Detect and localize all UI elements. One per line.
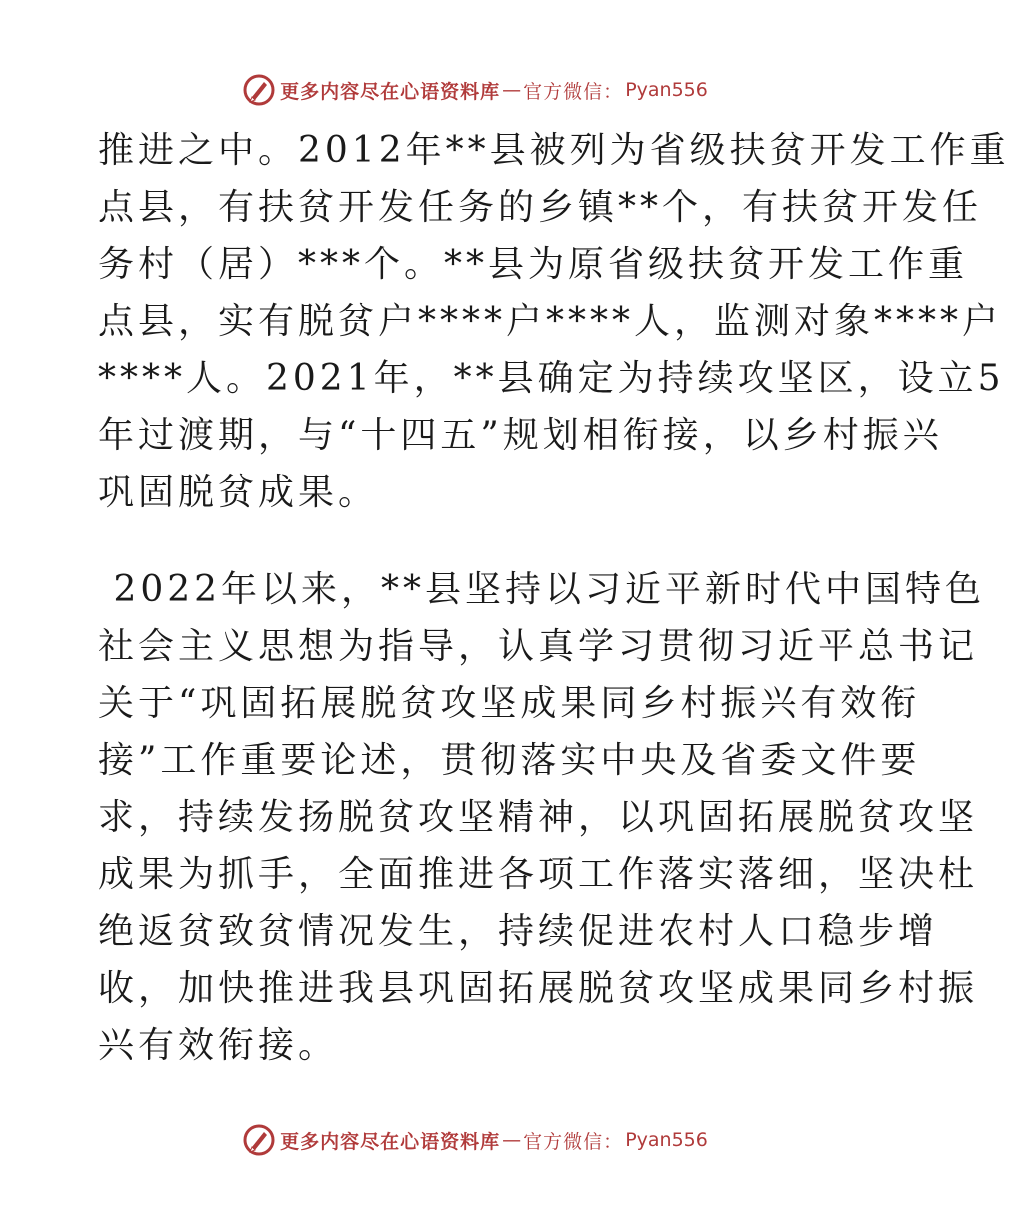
header-watermark — [0, 70, 950, 110]
paragraph-1 — [98, 122, 1010, 521]
watermark-dash: — — [502, 79, 522, 101]
watermark-handle: Pyan556 — [625, 1129, 708, 1151]
pen-logo-icon — [242, 73, 276, 107]
watermark-handle: Pyan556 — [625, 79, 708, 101]
text-line: 点县，有扶贫开发任务的乡镇**个，有扶贫开发任 — [98, 187, 983, 228]
document-body — [98, 122, 1010, 1074]
text-line: 巩固脱贫成果。 — [98, 472, 379, 513]
footer-watermark — [0, 1120, 950, 1160]
text-line: ****人。2021年，**县确定为持续攻坚区，设立5 — [98, 358, 1005, 399]
text-line: 2022年以来，**县坚持以习近平新时代中国特色 — [98, 569, 986, 610]
text-line: 求，持续发扬脱贫攻坚精神，以巩固拓展脱贫攻坚 — [98, 797, 979, 838]
text-line: 成果为抓手，全面推进各项工作落实落细，坚决杜 — [98, 854, 979, 895]
text-line: 收，加快推进我县巩固拓展脱贫攻坚成果同乡村振 — [98, 968, 979, 1009]
watermark-label: 官方微信： — [523, 80, 624, 103]
watermark-brand: 更多内容尽在心语资料库 — [280, 80, 501, 103]
watermark-label: 官方微信： — [523, 1130, 624, 1153]
watermark-dash: — — [502, 1129, 522, 1151]
text-line: 社会主义思想为指导，认真学习贯彻习近平总书记 — [98, 626, 979, 667]
text-line: 务村（居）***个。**县为原省级扶贫开发工作重 — [98, 244, 969, 285]
text-line: 接”工作重要论述，贯彻落实中央及省委文件要 — [98, 740, 921, 781]
text-line: 绝返贫致贫情况发生，持续促进农村人口稳步增 — [98, 911, 939, 952]
text-line: 点县，实有脱贫户****户****人，监测对象****户 — [98, 301, 1003, 342]
text-line: 兴有效衔接。 — [98, 1025, 339, 1066]
pen-logo-icon — [242, 1123, 276, 1157]
paragraph-2 — [98, 561, 986, 1074]
watermark-brand: 更多内容尽在心语资料库 — [280, 1130, 501, 1153]
text-line: 推进之中。2012年**县被列为省级扶贫开发工作重 — [98, 130, 1010, 171]
paragraph-spacer — [98, 521, 858, 561]
text-line: 年过渡期，与“十四五”规划相衔接，以乡村振兴 — [98, 415, 943, 456]
text-line: 关于“巩固拓展脱贫攻坚成果同乡村振兴有效衔 — [98, 683, 921, 724]
